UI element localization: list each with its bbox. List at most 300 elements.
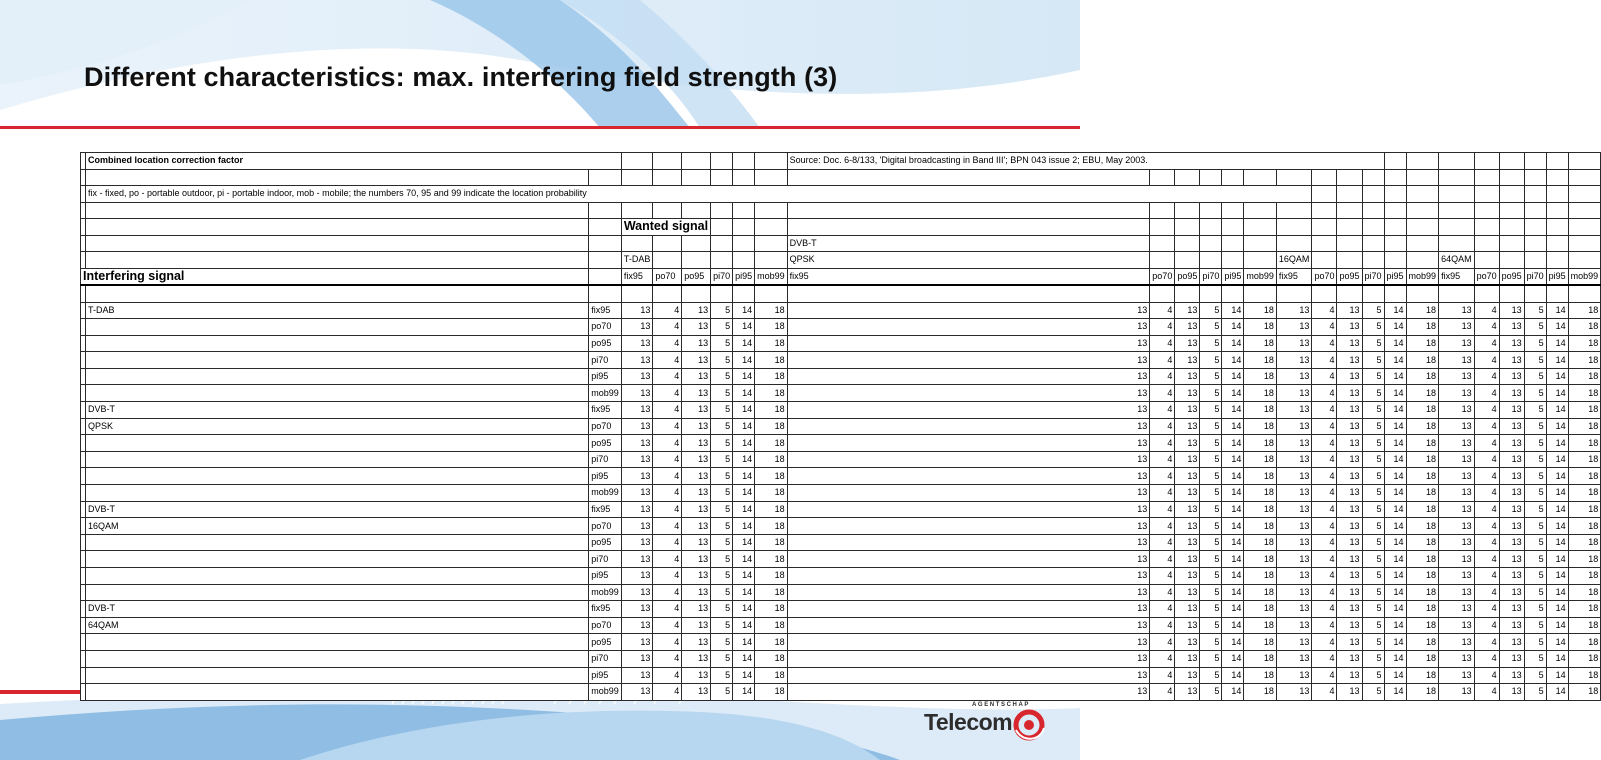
value-cell: 13 [682,418,711,435]
column-header: fix95 [1276,268,1312,285]
value-cell: 18 [1244,518,1277,535]
table-row [81,451,1601,468]
interfering-system [86,335,589,352]
table-cell [1244,235,1277,252]
interfering-location: pi95 [589,568,622,585]
value-cell: 4 [653,534,682,551]
table-cell [1150,219,1175,236]
value-cell: 5 [1200,584,1222,601]
value-cell: 5 [1362,684,1384,701]
interfering-location: pi95 [589,468,622,485]
value-cell: 4 [1150,368,1175,385]
value-cell: 5 [1200,319,1222,336]
value-cell: 13 [1276,601,1312,618]
value-cell: 13 [1499,352,1524,369]
value-cell: 18 [755,667,788,684]
value-cell: 13 [1175,501,1200,518]
value-cell: 4 [1474,584,1499,601]
value-cell: 13 [1499,584,1524,601]
table-cell [1312,252,1337,269]
table-cell [1568,235,1601,252]
value-cell: 4 [1474,650,1499,667]
value-cell: 18 [1568,501,1601,518]
value-cell: 14 [1384,650,1406,667]
value-cell: 18 [1406,385,1439,402]
value-cell: 13 [621,335,653,352]
interfering-system: DVB-T [86,402,589,419]
column-header: mob99 [755,268,788,285]
value-cell: 14 [733,335,755,352]
value-cell: 13 [1439,584,1475,601]
value-cell: 13 [1337,568,1362,585]
table-cell [1524,219,1546,236]
value-cell: 14 [1384,617,1406,634]
value-cell: 13 [1175,368,1200,385]
interfering-system: DVB-T [86,501,589,518]
table-cell [1337,186,1362,203]
interfering-system: 64QAM [86,617,589,634]
table-cell [1276,153,1312,170]
value-cell: 14 [1222,368,1244,385]
table-row [81,368,1601,385]
table-cell [1439,219,1475,236]
value-cell: 13 [1175,634,1200,651]
telecom-logo [918,694,1058,754]
value-cell: 13 [787,368,1150,385]
value-cell: 18 [1568,518,1601,535]
table-cell [1222,252,1244,269]
table-cell [755,235,788,252]
value-cell: 14 [1222,617,1244,634]
value-cell: 18 [1244,302,1277,319]
interfering-location: pi70 [589,551,622,568]
value-cell: 14 [1384,485,1406,502]
table-cell [1362,153,1384,170]
table-cell [1200,202,1222,219]
table-cell [1546,235,1568,252]
value-cell: 13 [1337,435,1362,452]
value-cell: 4 [653,584,682,601]
table-cell [1362,252,1384,269]
table-cell [1312,202,1337,219]
table-cell [682,202,711,219]
value-cell: 4 [653,501,682,518]
table-cell [1222,285,1244,302]
table-cell [1244,186,1277,203]
value-cell: 4 [653,335,682,352]
value-cell: 13 [682,468,711,485]
value-cell: 13 [787,418,1150,435]
table-cell [1474,252,1499,269]
value-cell: 5 [711,534,733,551]
value-cell: 14 [1222,435,1244,452]
value-cell: 13 [621,518,653,535]
table-cell [733,186,755,203]
value-cell: 5 [1362,418,1384,435]
value-cell: 5 [1524,551,1546,568]
value-cell: 18 [1406,601,1439,618]
value-cell: 14 [1546,485,1568,502]
value-cell: 5 [711,402,733,419]
value-cell: 4 [1150,352,1175,369]
interfering-system [86,485,589,502]
value-cell: 5 [1362,468,1384,485]
value-cell: 13 [1337,634,1362,651]
table-cell [1244,169,1277,186]
value-cell: 13 [682,385,711,402]
value-cell: 14 [733,352,755,369]
value-cell: 13 [682,551,711,568]
value-cell: 13 [621,634,653,651]
table-cell [653,186,682,203]
value-cell: 13 [787,551,1150,568]
column-header: po95 [1337,268,1362,285]
value-cell: 5 [1362,319,1384,336]
value-cell: 13 [787,617,1150,634]
value-cell: 13 [1337,418,1362,435]
value-cell: 18 [755,352,788,369]
table-cell [755,202,788,219]
value-cell: 4 [1474,335,1499,352]
value-cell: 5 [1362,485,1384,502]
value-cell: 5 [1362,385,1384,402]
value-cell: 18 [755,684,788,701]
slide-title: Different characteristics: max. interfering field strength (3) [84,62,838,92]
value-cell: 13 [1175,551,1200,568]
value-cell: 5 [1200,568,1222,585]
value-cell: 18 [755,435,788,452]
value-cell: 18 [1406,584,1439,601]
table-row [81,319,1601,336]
value-cell: 18 [1568,418,1601,435]
table-cell [1276,219,1312,236]
value-cell: 5 [1200,435,1222,452]
value-cell: 13 [787,402,1150,419]
table-cell [682,285,711,302]
value-cell: 13 [682,534,711,551]
column-header: pi95 [1546,268,1568,285]
value-cell: 18 [1568,667,1601,684]
value-cell: 4 [1150,485,1175,502]
value-cell: 13 [1439,319,1475,336]
value-cell: 13 [787,302,1150,319]
value-cell: 13 [1175,435,1200,452]
value-cell: 5 [1524,584,1546,601]
value-cell: 4 [1474,485,1499,502]
value-cell: 13 [621,534,653,551]
value-cell: 13 [621,435,653,452]
value-cell: 13 [1499,468,1524,485]
value-cell: 13 [682,352,711,369]
value-cell: 5 [1200,650,1222,667]
table-cell [787,285,1150,302]
column-header: po95 [1175,268,1200,285]
value-cell: 13 [1499,319,1524,336]
value-cell: 13 [787,451,1150,468]
value-cell: 13 [1499,634,1524,651]
value-cell: 14 [1546,418,1568,435]
value-cell: 5 [1362,402,1384,419]
value-cell: 13 [621,485,653,502]
value-cell: 18 [1568,352,1601,369]
value-cell: 18 [1568,634,1601,651]
table-cell [1337,219,1362,236]
value-cell: 13 [1439,617,1475,634]
table-cell [1337,252,1362,269]
value-cell: 13 [682,485,711,502]
value-cell: 13 [1439,601,1475,618]
value-cell: 13 [682,368,711,385]
table-cell [1175,169,1200,186]
value-cell: 5 [1524,634,1546,651]
value-cell: 18 [1244,319,1277,336]
value-cell: 18 [755,551,788,568]
value-cell: 18 [1244,534,1277,551]
table-cell [1568,153,1601,170]
table-cell [733,219,755,236]
value-cell: 5 [711,302,733,319]
value-cell: 4 [1150,319,1175,336]
table-row [81,650,1601,667]
table-row [81,285,1601,302]
table-cell [1222,219,1244,236]
value-cell: 14 [1384,601,1406,618]
value-cell: 13 [1499,368,1524,385]
value-cell: 5 [1524,451,1546,468]
abbreviation-legend: fix - fixed, po - portable outdoor, pi - portable indoor, mob - mobile; the numbers 70, 95 and 99 indicate the location probability [86,186,589,203]
value-cell: 13 [1276,451,1312,468]
value-cell: 5 [1524,534,1546,551]
table-cell [589,169,622,186]
value-cell: 14 [1546,352,1568,369]
table-cell [711,202,733,219]
value-cell: 13 [621,451,653,468]
table-cell [1222,186,1244,203]
value-cell: 14 [1546,551,1568,568]
value-cell: 13 [1439,468,1475,485]
table-cell [1406,252,1439,269]
table-cell [1175,252,1200,269]
value-cell: 5 [1362,302,1384,319]
value-cell: 14 [1384,335,1406,352]
value-cell: 13 [1439,385,1475,402]
table-cell [1524,186,1546,203]
value-cell: 4 [1150,601,1175,618]
table-cell [1499,235,1524,252]
column-header: pi95 [1222,268,1244,285]
logo-wordmark: Telecom [924,709,1013,735]
value-cell: 13 [787,634,1150,651]
value-cell: 18 [1244,601,1277,618]
value-cell: 5 [711,667,733,684]
value-cell: 5 [1524,418,1546,435]
value-cell: 5 [711,584,733,601]
16qam-header: 16QAM [1276,252,1312,269]
table-cell [1337,235,1362,252]
table-cell [1406,235,1439,252]
value-cell: 13 [1175,418,1200,435]
value-cell: 13 [1276,518,1312,535]
value-cell: 5 [711,684,733,701]
table-row [81,617,1601,634]
value-cell: 18 [1568,568,1601,585]
table-cell [733,169,755,186]
value-cell: 5 [1524,667,1546,684]
interfering-location: po95 [589,435,622,452]
table-cell [1474,169,1499,186]
table-cell [787,219,1150,236]
table-cell [1406,202,1439,219]
value-cell: 13 [1276,617,1312,634]
value-cell: 13 [787,385,1150,402]
table-cell [1244,252,1277,269]
value-cell: 14 [1384,435,1406,452]
value-cell: 5 [1200,485,1222,502]
value-cell: 13 [1499,302,1524,319]
value-cell: 13 [1499,650,1524,667]
value-cell: 13 [621,650,653,667]
value-cell: 4 [1150,451,1175,468]
table-cell [1499,252,1524,269]
table-cell [1499,186,1524,203]
value-cell: 4 [1474,468,1499,485]
value-cell: 14 [1222,418,1244,435]
interfering-signal-label: Interfering signal [81,268,589,285]
value-cell: 5 [1200,302,1222,319]
interfering-system [86,584,589,601]
value-cell: 14 [1546,617,1568,634]
value-cell: 18 [1244,418,1277,435]
value-cell: 18 [755,485,788,502]
value-cell: 5 [1200,667,1222,684]
table-cell [1384,169,1406,186]
wanted-signal-label: Wanted signal [621,219,710,236]
table-cell [1337,153,1362,170]
table-row [81,402,1601,419]
table-cell [711,169,733,186]
value-cell: 5 [1524,435,1546,452]
value-cell: 5 [1524,302,1546,319]
value-cell: 18 [755,584,788,601]
table-cell [1276,169,1312,186]
value-cell: 4 [1150,518,1175,535]
value-cell: 13 [621,319,653,336]
value-cell: 5 [711,368,733,385]
table-cell [1474,235,1499,252]
value-cell: 13 [1499,402,1524,419]
value-cell: 4 [1312,435,1337,452]
table-row [81,186,1601,203]
value-cell: 18 [1406,667,1439,684]
value-cell: 13 [1175,385,1200,402]
value-cell: 13 [682,684,711,701]
value-cell: 18 [1568,617,1601,634]
value-cell: 5 [711,468,733,485]
value-cell: 5 [1524,518,1546,535]
value-cell: 4 [1150,584,1175,601]
value-cell: 18 [1568,368,1601,385]
value-cell: 4 [1474,634,1499,651]
value-cell: 18 [1406,319,1439,336]
value-cell: 18 [1406,468,1439,485]
table-cell [1244,153,1277,170]
table-cell [1524,153,1546,170]
value-cell: 5 [1524,501,1546,518]
column-header: po70 [1150,268,1175,285]
value-cell: 18 [755,468,788,485]
value-cell: 13 [1337,302,1362,319]
table-cell [1276,285,1312,302]
value-cell: 4 [653,551,682,568]
value-cell: 13 [621,584,653,601]
table-cell [1439,186,1475,203]
value-cell: 5 [1362,667,1384,684]
value-cell: 14 [1546,451,1568,468]
value-cell: 14 [1546,435,1568,452]
value-cell: 13 [1337,501,1362,518]
table-cell [621,235,653,252]
table-cell [1200,285,1222,302]
table-cell [86,219,589,236]
value-cell: 4 [1150,617,1175,634]
value-cell: 5 [1200,501,1222,518]
value-cell: 14 [1222,584,1244,601]
value-cell: 5 [1362,451,1384,468]
value-cell: 13 [1337,368,1362,385]
value-cell: 13 [1337,518,1362,535]
table-cell [86,285,589,302]
table-row [81,551,1601,568]
table-row [81,584,1601,601]
value-cell: 13 [1175,684,1200,701]
value-cell: 4 [1150,684,1175,701]
table-cell [1524,285,1546,302]
table-cell [1200,219,1222,236]
value-cell: 14 [733,601,755,618]
interfering-location: mob99 [589,584,622,601]
value-cell: 14 [1384,518,1406,535]
value-cell: 13 [1276,385,1312,402]
value-cell: 4 [1312,385,1337,402]
value-cell: 13 [1499,568,1524,585]
value-cell: 14 [733,385,755,402]
value-cell: 5 [1200,617,1222,634]
value-cell: 14 [1546,501,1568,518]
value-cell: 13 [1175,485,1200,502]
interfering-system [86,435,589,452]
value-cell: 13 [1276,302,1312,319]
table-cell [682,252,711,269]
value-cell: 5 [1362,601,1384,618]
value-cell: 4 [653,568,682,585]
value-cell: 4 [1474,684,1499,701]
table-cell [1384,153,1406,170]
value-cell: 14 [1384,402,1406,419]
value-cell: 14 [733,584,755,601]
value-cell: 18 [1244,451,1277,468]
value-cell: 4 [653,385,682,402]
value-cell: 13 [1175,650,1200,667]
value-cell: 13 [1175,335,1200,352]
table-cell [1337,169,1362,186]
table-cell [1362,285,1384,302]
value-cell: 5 [1200,352,1222,369]
value-cell: 18 [1406,435,1439,452]
table-cell [1499,219,1524,236]
value-cell: 4 [1150,568,1175,585]
value-cell: 5 [711,501,733,518]
value-cell: 4 [1474,302,1499,319]
